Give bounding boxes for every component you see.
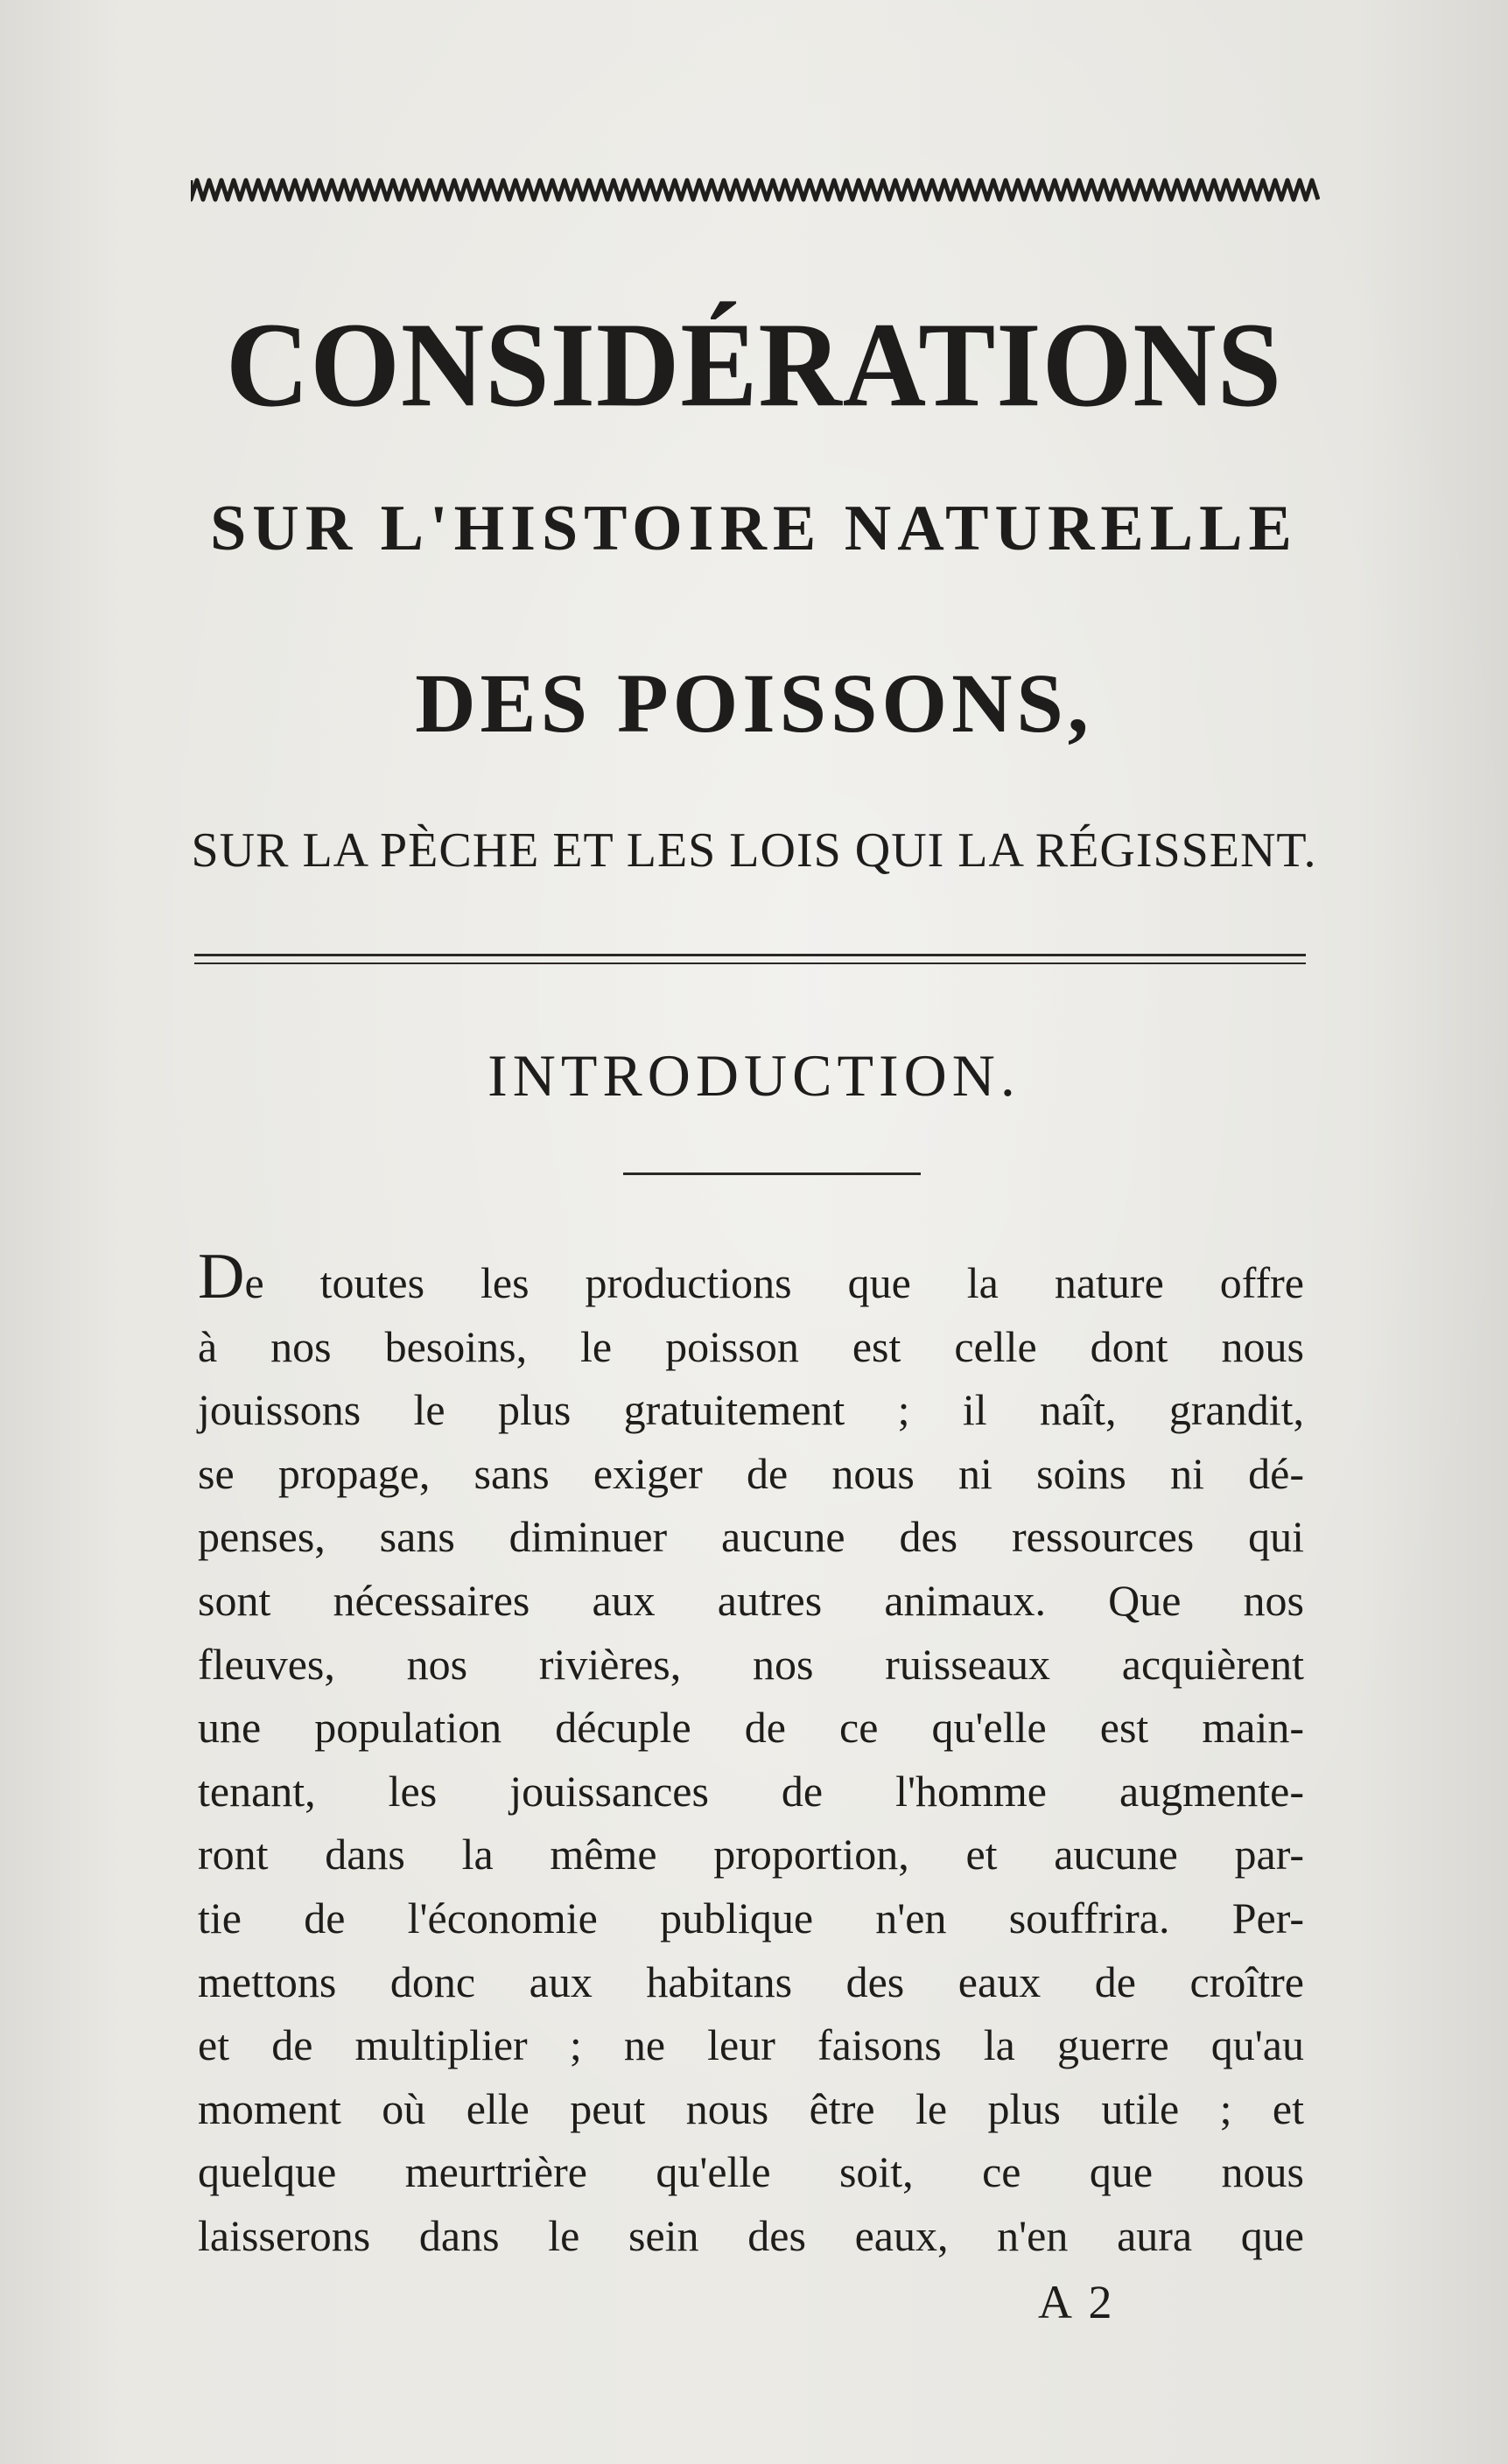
paragraph-line: sont nécessaires aux autres animaux. Que nos — [198, 1575, 1304, 1625]
short-rule-divider — [623, 1172, 921, 1175]
paragraph-line: à nos besoins, le poisson est celle dont nous — [198, 1321, 1304, 1371]
paragraph-line: tie de l'économie publique n'en souffrira. Per- — [198, 1893, 1304, 1942]
ornamental-rule — [191, 175, 1320, 205]
paragraph-line: fleuves, nos rivières, nos ruisseaux acquièrent — [198, 1639, 1304, 1689]
drop-cap: D — [198, 1241, 245, 1312]
title-line-2: SUR L'HISTOIRE NATURELLE — [210, 493, 1298, 564]
paragraph-line: quelque meurtrière qu'elle soit, ce que nous — [198, 2147, 1304, 2197]
paragraph-line: moment où elle peut nous être le plus utile ; et — [198, 2083, 1304, 2133]
paragraph-line: ront dans la même proportion, et aucune par- — [198, 1830, 1304, 1880]
paragraph-body — [198, 1241, 1304, 2268]
paragraph-line: penses, sans diminuer aucune des ressources qui — [198, 1512, 1304, 1562]
section-heading: INTRODUCTION. — [487, 1042, 1021, 1109]
paragraph-line: laisserons dans le sein des eaux, n'en aura que — [198, 2210, 1304, 2260]
paragraph-line: mettons donc aux habitans des eaux de croître — [198, 1956, 1304, 2006]
title-line-3: DES POISSONS, — [415, 656, 1093, 750]
title-line-4: SUR LA PÈCHE ET LES LOIS QUI LA RÉGISSENT. — [191, 823, 1317, 878]
title-line-1: CONSIDÉRATIONS — [225, 297, 1283, 432]
paragraph-line: se propage, sans exiger de nous ni soins ni dé- — [198, 1448, 1304, 1498]
paragraph-line: et de multiplier ; ne leur faisons la guerre qu'au — [198, 2020, 1304, 2070]
signature-mark: A 2 — [1038, 2276, 1116, 2328]
paragraph-line: jouissons le plus gratuitement ; il naît, grandit, — [198, 1385, 1304, 1435]
first-line-text: e toutes les productions que la nature offre — [244, 1258, 1304, 1307]
double-rule-divider — [194, 954, 1306, 964]
paragraph-line: une population décuple de ce qu'elle est main- — [198, 1703, 1304, 1753]
paragraph-first-line — [198, 1241, 1304, 1315]
paragraph-line: tenant, les jouissances de l'homme augmente- — [198, 1766, 1304, 1816]
